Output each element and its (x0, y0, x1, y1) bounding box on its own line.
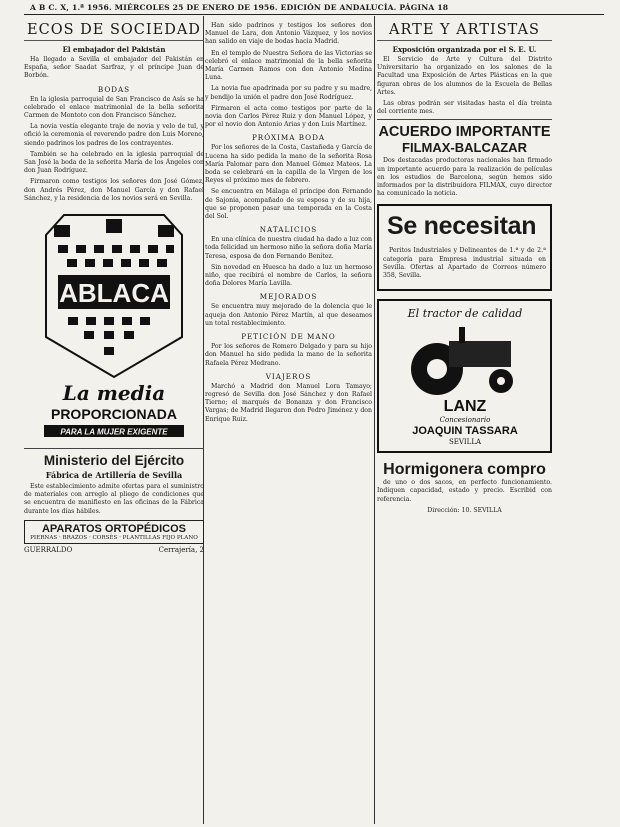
filmax-title: FILMAX-BALCAZAR (402, 140, 527, 156)
aparatos-footer (24, 546, 204, 554)
ablaca-advertisement (24, 207, 204, 445)
column-1 (24, 22, 204, 822)
column-2 (205, 22, 372, 822)
se-necesitan-title: Se necesitan (387, 212, 537, 241)
paragraph: En una clínica de nuestra ciudad ha dado a luz con toda felicidad un hermoso niño la señora doña María Teresa, esposa de don Fernando Benítez. (205, 236, 372, 260)
aparatos-address: Cerrajería, 2 (158, 545, 204, 554)
paragraph: Las obras podrán ser visitadas hasta el día treinta del corriente mes. (377, 100, 552, 116)
tractor-graphic (379, 301, 550, 447)
subsection-bodas: BODAS (97, 84, 131, 94)
ablaca-slogan-3: PARA LA MUJER EXIGENTE (60, 427, 168, 437)
page-header: A B C. X, 1.ª 1956. MIÉRCOLES 25 DE ENERO DE 1956. EDICIÓN DE ANDALUCÍA. PÁGINA 18 (30, 3, 449, 12)
subsection-mejorados: MEJORADOS (259, 292, 318, 302)
column-3 (377, 22, 552, 822)
paragraph: El Servicio de Arte y Cultura del Distrito Universitario ha organizado en los salones de la Facultad una Exposición de Artes Plásticas en la que figuran obras de los alumnos de la Escuela de Bellas Artes. (377, 56, 552, 96)
expo-title: Exposición organizada por el S. E. U. (392, 45, 537, 54)
subsection-proxima-boda: PRÓXIMA BODA (251, 133, 326, 143)
ablaca-slogan-1: La media (62, 381, 166, 406)
ablaca-shield-graphic (24, 207, 204, 445)
section-title-arte: ARTE Y ARTISTAS (377, 22, 552, 41)
hormigonera-footer: Dirección: 10. SEVILLA (427, 506, 502, 514)
paragraph: También se ha celebrado en la iglesia parroquial de San José la boda de la señorita María de los Ángeles con don Juan Rodríguez. (24, 150, 204, 175)
ministerio-title: Ministerio del Ejército (43, 453, 185, 469)
paragraph: En la iglesia parroquial de San Francisco de Asís se ha celebrado el enlace matrimonial de la bella señorita Carmen de Montoto con don Francisco Sánchez. (24, 95, 204, 120)
subsection-viajeros: VIAJEROS (265, 371, 312, 381)
divider (377, 119, 552, 120)
hormigonera-title: Hormigonera compro (383, 461, 546, 479)
divider (24, 448, 204, 449)
lanz-brand: LANZ (443, 398, 487, 416)
paragraph: Han sido padrinos y testigos los señores don Manuel de Lara, don Antonio Vázquez, y los novios han salido en viaje de bodas hacia Madrid. (205, 22, 372, 46)
paragraph: Firmaron el acta como testigos por parte de la novia don Carlos Pérez Ruiz y don Manuel López, y por el novio don Antonio Arias y don Luis Martínez. (205, 104, 372, 129)
lanz-slogan: El tractor de calidad (407, 307, 523, 321)
paragraph: Marchó a Madrid don Manuel Lora Tamayo; regresó de Sevilla don José Sánchez y don Rafael Tierno; el marqués de Bonanza y don Francisco Vargas; de Madrid llegaron don Pedro Jiménez y don Enrique Ruiz. (205, 382, 372, 423)
paragraph: En el templo de Nuestra Señora de las Victorias se celebró el enlace matrimonial de la bella señorita María Carmen Ramos con don Antonio Medina Luna. (205, 49, 372, 82)
aparatos-title: APARATOS ORTOPÉDICOS (41, 522, 187, 535)
paragraph: Ha llegado a Sevilla el embajador del Pakistán en España, señor Saadat Sarfraz, y el príncipe Juan de Borbón. (24, 56, 204, 80)
paragraph: Se encuentra muy mejorado de la dolencia que le aqueja don Antonio Pérez Martín, al que deseamos un total restablecimiento. (205, 303, 372, 327)
fabrica-title: Fábrica de Artillería de Sevilla (45, 470, 183, 481)
lanz-city: SEVILLA (448, 438, 482, 447)
lanz-tractor-ad (377, 299, 552, 453)
aparatos-subtitle: PIERNAS · BRAZOS · CORSÉS · PLANTILLAS FIJO PLANO (30, 534, 198, 541)
paragraph: Este establecimiento admite ofertas para el suministro de materiales con arreglo al pliego de condiciones que se encuentra de manifiesto en las oficinas de la Fábrica durante los días hábiles. (24, 483, 204, 515)
paragraph: de uno o dos sacos, en perfecto funcionamiento. Indiquen capacidad, estado y precio. Escribid con referencia. (377, 479, 552, 503)
ablaca-brand: ABLACA (59, 278, 169, 309)
lanz-dealer: JOAQUIN TASSARA (412, 425, 518, 438)
ablaca-slogan-2: PROPORCIONADA (50, 406, 178, 423)
paragraph: Firmaron como testigos los señores don José Gómez, don Andrés Pérez, don Manuel García y don Rafael Sánchez, y la residencia de los novios será en Sevilla. (24, 178, 204, 202)
section-title-ecos: ECOS DE SOCIEDAD (24, 22, 204, 41)
aparatos-brand: GUERRALDO (24, 545, 73, 554)
header-rule (24, 14, 604, 15)
column-rule-2 (374, 16, 375, 824)
paragraph: La novia fue apadrinada por su padre y su madre, y bendijo la unión el padre don José Rodríguez. (205, 85, 372, 101)
subsection-peticion-de-mano: PETICIÓN DE MANO (241, 332, 336, 342)
se-necesitan-ad (377, 204, 552, 291)
aparatos-ortopedicos-ad (24, 520, 204, 544)
paragraph: Dos destacadas productoras nacionales han firmado un importante acuerdo para la realización de películas en los estudios de Barcelona, según hemos sido informados por la distribuidora FILMAX, cuyo director ha comunicado la noticia. (377, 157, 552, 198)
paragraph: La novia vestía elegante traje de novia y velo de tul, y ofició la ceremonia el reverendo padre don Luis Moreno, siendo padrinos los padres de los contrayentes. (24, 123, 204, 147)
item-title-embajador: El embajador del Pakistán (62, 45, 166, 54)
paragraph: Por los señores de Romero Delgado y para su hijo don Manuel ha sido pedida la mano de la señorita Rafaela Pérez Medrano. (205, 343, 372, 367)
paragraph: Peritos Industriales y Delineantes de 1.ª y de 2.ª categoría para Empresa industrial situada en Sevilla. Ofertas al Apartado de Correos número 358, Sevilla. (383, 247, 546, 280)
subsection-natalicios: NATALICIOS (259, 225, 318, 235)
acuerdo-title: ACUERDO IMPORTANTE (378, 124, 551, 141)
paragraph: Sin novedad en Huesca ha dado a luz un hermoso niño, que recibirá el nombre de Carlos, la señora doña Dolores María Lavilla. (205, 263, 372, 288)
paragraph: Se encuentra en Málaga el príncipe don Fernando de Sajonia, acompañado de su esposa y de su hija, que se proponen pasar una temporada en la Costa del Sol. (205, 188, 372, 221)
paragraph: Por los señores de la Costa, Castañeda y García de Lucena ha sido pedida la mano de la señorita Rosa María Palomar para don Manuel Gómez Mateos. La boda se celebrará en la capilla de la Virgen de los Reyes el próximo mes de febrero. (205, 144, 372, 185)
lanz-subtitle: Concesionario (439, 416, 491, 425)
